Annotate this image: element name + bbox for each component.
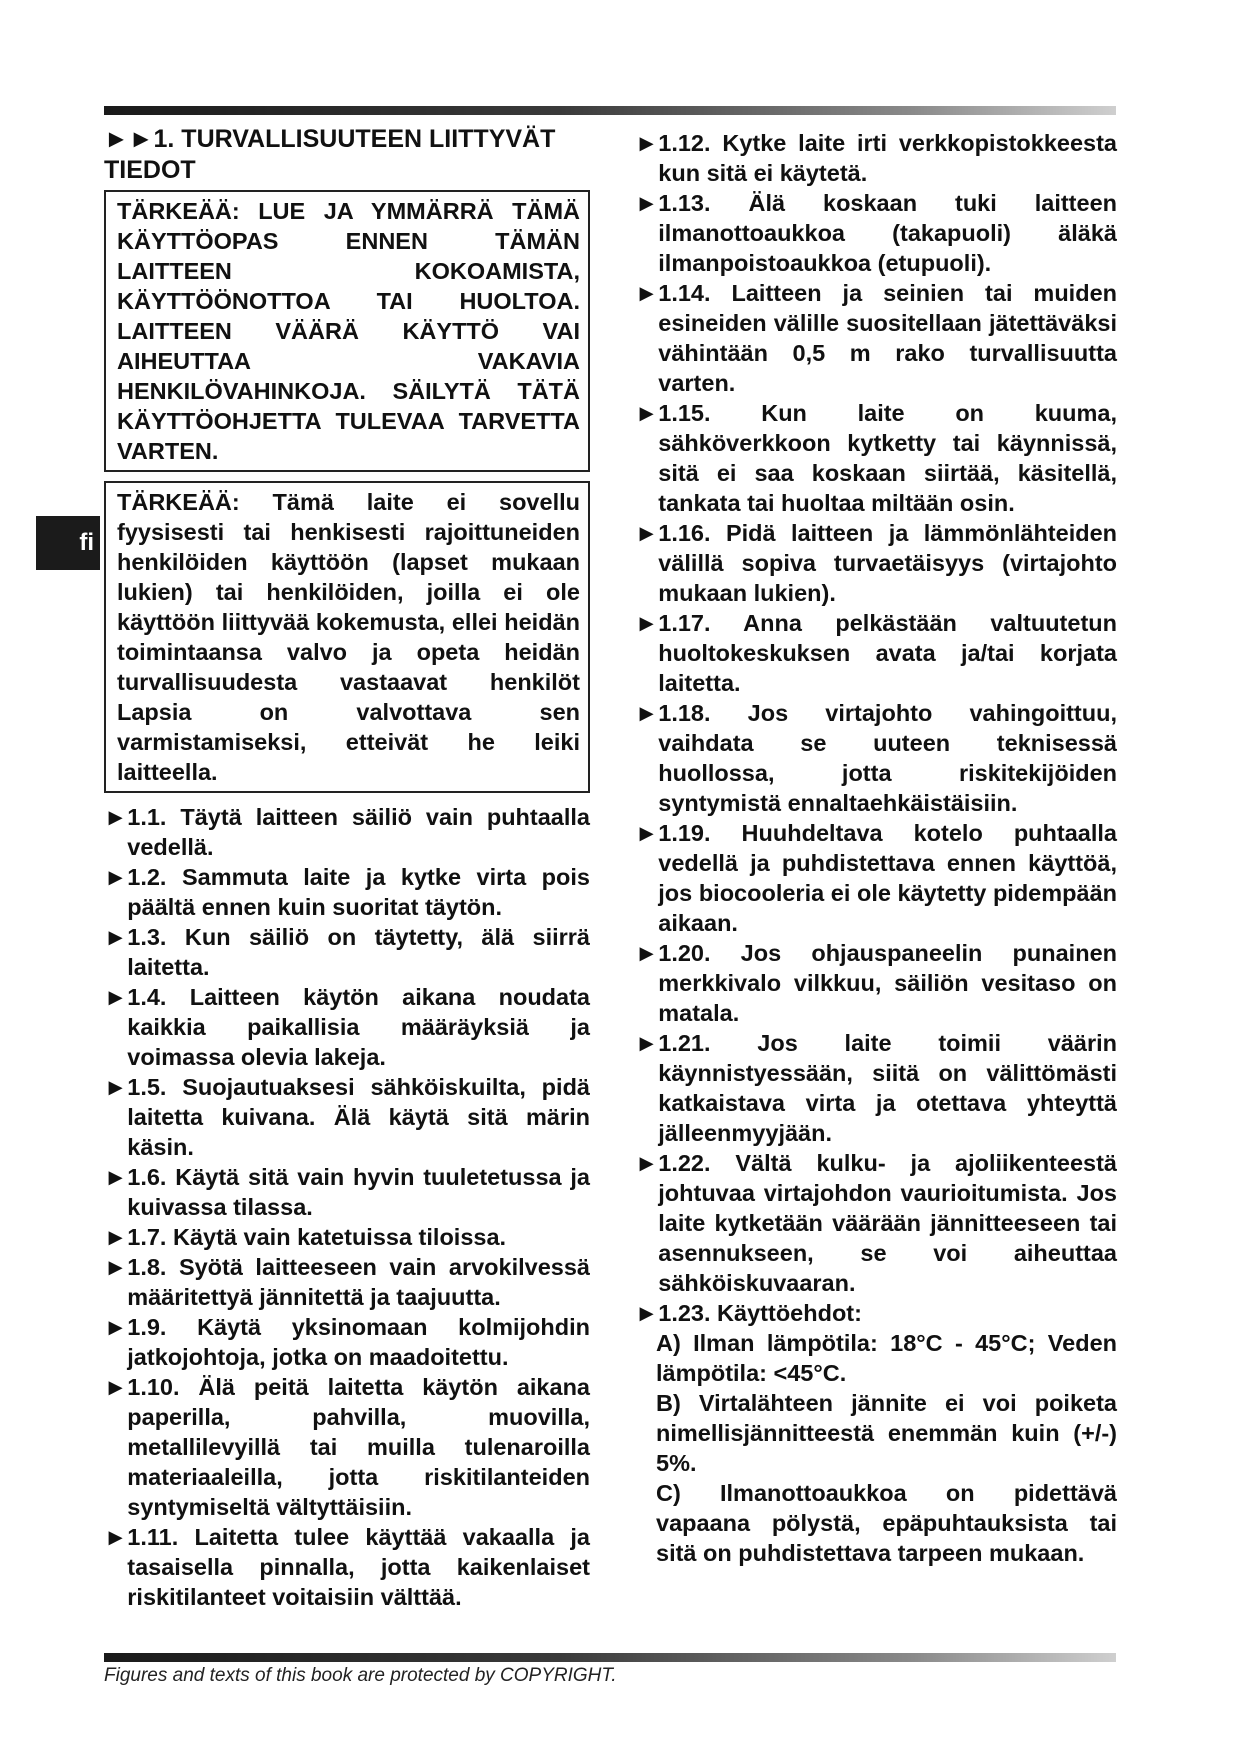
right-column [635,128,1117,1568]
list-item-text: 1.22. Vältä kulku- ja ajoliikenteestä johtuvaa virtajohdon vaurioitumista. Jos laite kytketään väärään jännitteeseen tai asennukseen, se voi aiheuttaa sähköiskuvaaran. [658,1150,1117,1296]
list-item [104,1222,590,1252]
language-tab-label: fi [79,529,94,556]
bullet-arrow-icon: ► [104,984,128,1010]
list-item [104,1312,590,1372]
list-item [104,1072,590,1162]
list-item-text: 1.6. Käytä sitä vain hyvin tuuletetussa ja kuivassa tilassa. [127,1164,590,1220]
language-tab [36,516,100,570]
bullet-arrow-icon: ► [104,1164,128,1190]
heading-text: 1. TURVALLISUUTEEN LIITTYVÄT TIEDOT [104,125,556,184]
list-item-text: 1.2. Sammuta laite ja kytke virta pois päältä ennen kuin suoritat täytön. [127,864,590,920]
bullet-arrow-icon: ► [635,130,659,156]
warning-text-2: TÄRKEÄÄ: Tämä laite ei sovellu fyysisesti tai henkisesti rajoittuneiden henkilöiden käyttöön (lapset mukaan lukien) tai henkilöiden, joilla ei ole käyttöön liittyvää kokemusta, ellei heidän toimintaansa valvo ja opeta heidän turvallisuudesta vastaavat henkilöt Lapsia on valvottava sen varmistamiseksi, etteivät he leiki laitteella. [117,489,580,785]
bullet-arrow-icon: ► [104,1374,128,1400]
list-item-text: 1.19. Huuhdeltava kotelo puhtaalla vedellä ja puhdistettava ennen käyttöä, jos biocooleria ei ole käytetty pidempään aikaan. [658,820,1117,936]
bullet-arrow-icon: ► [104,1224,128,1250]
bullet-arrow-icon: ► [635,1030,659,1056]
condition-b: B) Virtalähteen jännite ei voi poiketa nimellisjännitteestä enemmän kuin (+/-) 5%. [656,1390,1117,1476]
bullet-arrow-icon: ► [635,280,659,306]
bullet-arrow-icon: ► [635,700,659,726]
list-item [635,1148,1117,1298]
bullet-arrow-icon: ► [104,804,128,830]
list-item [104,922,590,982]
condition-c: C) Ilmanottoaukkoa on pidettävä vapaana pölystä, epäpuhtauksista tai sitä on puhdistettava tarpeen mukaan. [656,1480,1117,1566]
list-item [635,518,1117,608]
warning-box-1 [104,190,590,472]
warning-text-1: TÄRKEÄÄ: LUE JA YMMÄRRÄ TÄMÄ KÄYTTÖOPAS ENNEN TÄMÄN LAITTEEN KOKOAMISTA, KÄYTTÖÖNOTTOA TAI HUOLTOA. LAITTEEN VÄÄRÄ KÄYTTÖ VAI AIHEUTTAA VAKAVIA HENKILÖVAHINKOJA. SÄILYTÄ TÄTÄ KÄYTTÖOHJETTA TULEVAA TARVETTA VARTEN. [117,198,580,464]
list-item [104,862,590,922]
list-item-text: 1.17. Anna pelkästään valtuutetun huoltokeskuksen avata ja/tai korjata laitetta. [658,610,1117,696]
bullet-arrow-icon: ► [104,924,128,950]
list-item-text: 1.12. Kytke laite irti verkkopistokkeesta kun sitä ei käytetä. [658,130,1117,186]
list-item-text: 1.10. Älä peitä laitetta käytön aikana paperilla, pahvilla, muovilla, metallilevyillä tai muilla tulenaroilla materiaaleilla, jotta riskitilanteiden syntymiseltä vältyttäisiin. [127,1374,590,1520]
bullet-arrow-icon: ► [104,1254,128,1280]
list-item [104,802,590,862]
list-item-text: 1.4. Laitteen käytön aikana noudata kaikkia paikallisia määräyksiä ja voimassa olevia lakeja. [127,984,590,1070]
list-item [635,398,1117,518]
bullet-arrow-icon: ► [635,1300,659,1326]
list-item-text: 1.21. Jos laite toimii väärin käynnistyessään, siitä on välittömästi katkaistava virta ja otettava yhteyttä jälleenmyyjään. [658,1030,1117,1146]
list-item [635,1298,1117,1328]
list-item-text: 1.11. Laitetta tulee käyttää vakaalla ja tasaisella pinnalla, jotta kaikenlaiset riskitilanteet voitaisiin välttää. [127,1524,590,1610]
list-item [635,128,1117,188]
bullet-arrow-icon: ► [104,864,128,890]
list-item-text: 1.18. Jos virtajohto vahingoittuu, vaihdata se uuteen teknisessä huollossa, jotta riskitekijöiden syntymistä ennaltaehkäistäisiin. [658,700,1117,816]
bullet-arrow-icon: ► [635,940,659,966]
top-rule [104,106,1116,115]
list-item-text: 1.3. Kun säiliö on täytetty, älä siirrä laitetta. [127,924,590,980]
list-item [635,938,1117,1028]
list-item [104,1162,590,1222]
list-item [635,698,1117,818]
left-column [104,124,590,1612]
list-item [104,1522,590,1612]
list-item [635,608,1117,698]
bullet-arrow-icon: ► [104,1074,128,1100]
list-item-text: 1.23. Käyttöehdot: [658,1300,862,1326]
list-item [104,1252,590,1312]
list-item [635,1028,1117,1148]
bullet-arrow-icon: ► [104,1314,128,1340]
list-item-text: 1.14. Laitteen ja seinien tai muiden esineiden välille suositellaan jätettäväksi vähintään 0,5 m rako turvallisuutta varten. [658,280,1117,396]
bullet-arrow-icon: ► [104,1524,128,1550]
condition-a: A) Ilman lämpötila: 18°C - 45°C; Veden lämpötila: <45°C. [656,1330,1117,1386]
list-item-text: 1.7. Käytä vain katetuissa tiloissa. [127,1224,507,1250]
list-item-text: 1.16. Pidä laitteen ja lämmönlähteiden välillä sopiva turvaetäisyys (virtajohto mukaan lukien). [658,520,1117,606]
warning-box-2 [104,481,590,793]
list-item [104,982,590,1072]
list-item-text: 1.20. Jos ohjauspaneelin punainen merkkivalo vilkkuu, säiliön vesitaso on matala. [658,940,1117,1026]
heading-marker: ►► [104,125,154,153]
bullet-arrow-icon: ► [635,520,659,546]
bullet-arrow-icon: ► [635,610,659,636]
bullet-arrow-icon: ► [635,1150,659,1176]
section-heading [104,124,590,186]
list-item-text: 1.5. Suojautuaksesi sähköiskuilta, pidä laitetta kuivana. Älä käytä sitä märin käsin. [127,1074,590,1160]
list-item-text: 1.9. Käytä yksinomaan kolmijohdin jatkojohtoja, jotka on maadoitettu. [127,1314,590,1370]
list-item-text: 1.15. Kun laite on kuuma, sähköverkkoon kytketty tai käynnissä, sitä ei saa koskaan siirtää, käsitellä, tankata tai huoltaa miltään osin. [658,400,1117,516]
list-item-text: 1.13. Älä koskaan tuki laitteen ilmanottoaukkoa (takapuoli) äläkä ilmanpoistoaukkoa (etupuoli). [658,190,1117,276]
bullet-arrow-icon: ► [635,820,659,846]
list-item [635,188,1117,278]
list-item-text: 1.1. Täytä laitteen säiliö vain puhtaalla vedellä. [127,804,590,860]
list-item [635,278,1117,398]
list-item-text: 1.8. Syötä laitteeseen vain arvokilvessä määritettyä jännitettä ja taajuutta. [127,1254,590,1310]
bullet-arrow-icon: ► [635,400,659,426]
copyright-footer: Figures and texts of this book are protected by COPYRIGHT. [104,1665,617,1686]
list-item [104,1372,590,1522]
bottom-rule [104,1653,1116,1662]
bullet-arrow-icon: ► [635,190,659,216]
list-item [635,818,1117,938]
